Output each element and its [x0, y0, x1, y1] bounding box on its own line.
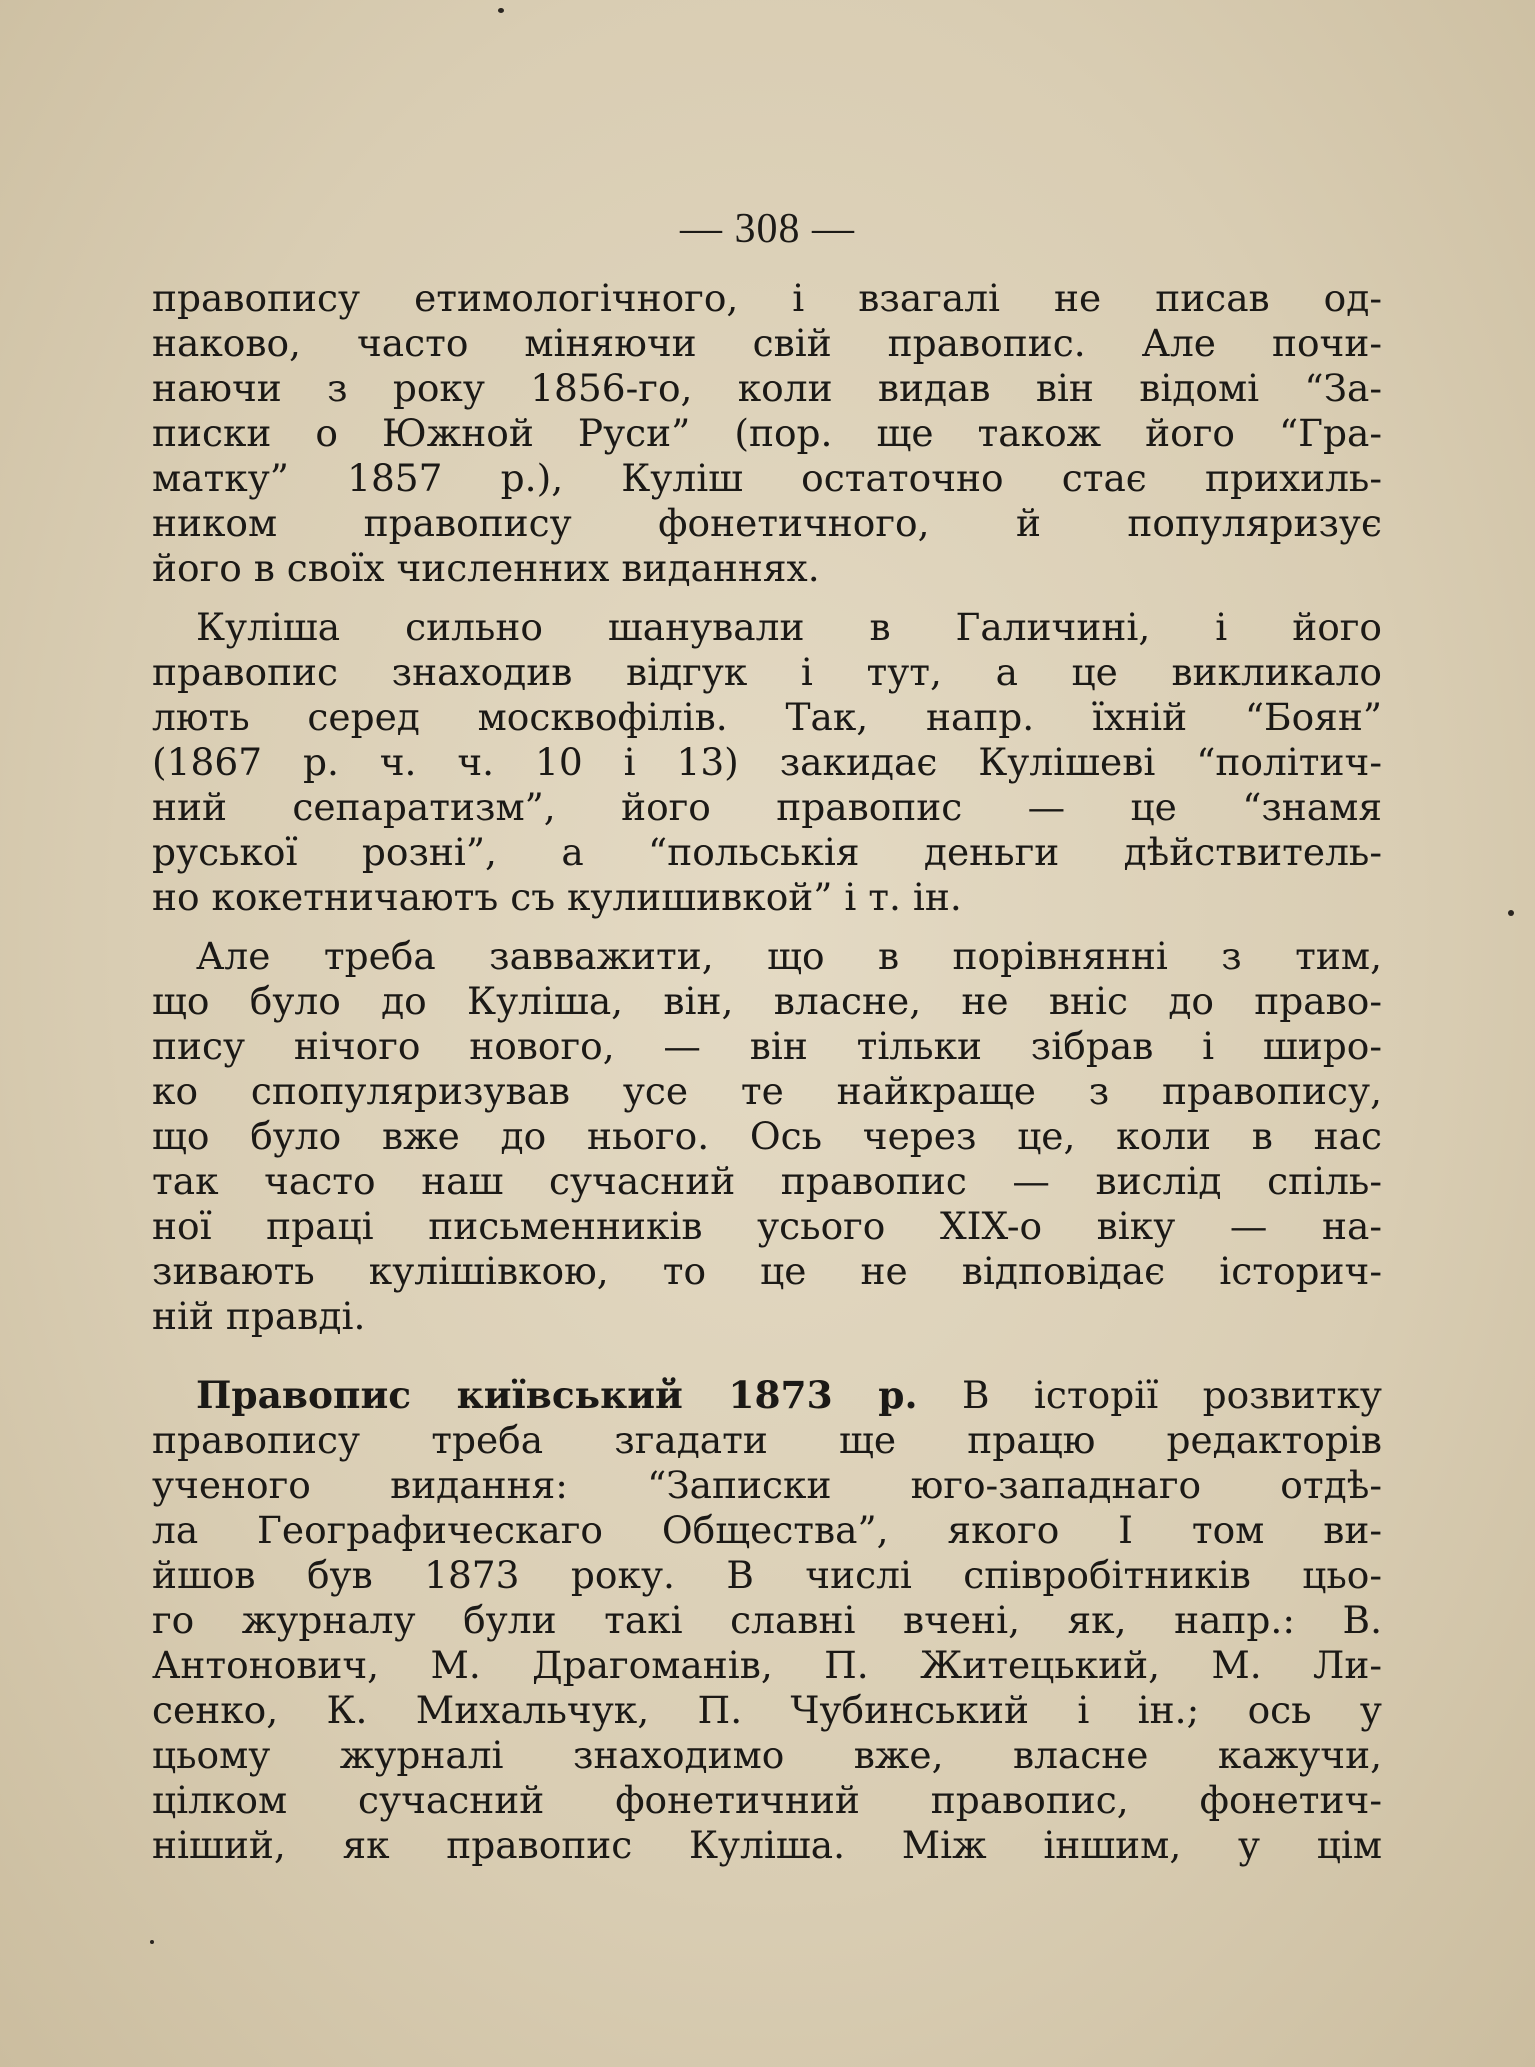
text-line: ла Географическаго Общества”, якого І том ви- [152, 1508, 1382, 1552]
page-number: — 308 — [680, 206, 855, 252]
paragraph [152, 934, 1382, 1339]
text-line: (1867 р. ч. ч. 10 і 13) закидає Кулішеві “політич- [152, 740, 1382, 784]
text-line: Але треба завважити, що в порівнянні з тим, [196, 934, 1382, 978]
text-line: наково, часто міняючи свій правопис. Але почи- [152, 321, 1382, 365]
ink-speck [498, 8, 504, 13]
text-line: його в своїх численних виданнях. [152, 546, 820, 590]
ink-speck [150, 1940, 154, 1944]
text-line: правопису треба згадати ще працю редакторів [152, 1418, 1382, 1462]
text-line: сенко, К. Михальчук, П. Чубинський і ін.; ось у [152, 1688, 1382, 1732]
text-line: зивають кулішівкою, то це не відповідає історич- [152, 1249, 1382, 1293]
text-line: ко спопуляризував усе те найкраще з правопису, [152, 1069, 1382, 1113]
text-line: ної праці письменників усього XIX-о віку — на- [152, 1204, 1382, 1248]
paragraph [152, 1373, 1382, 1868]
text-line: Антонович, М. Драгоманів, П. Житецький, М. Ли- [152, 1643, 1382, 1687]
text-line: но кокетничаютъ съ кулишивкой” і т. ін. [152, 875, 962, 919]
text-line: лють серед москвофілів. Так, напр. їхній “Боян” [152, 695, 1382, 739]
text-line: писки о Южной Руси” (пор. ще також його “Гра- [152, 411, 1382, 455]
text-line: йшов був 1873 року. В числі співробітників цьо- [152, 1553, 1382, 1597]
heading-continuation: В історії розвитку [961, 1373, 1382, 1417]
text-line [152, 1373, 1382, 1418]
text-line: ником правопису фонетичного, й популяризує [152, 501, 1382, 545]
text-line: ний сепаратизм”, його правопис — це “знамя [152, 785, 1382, 829]
paragraph [152, 605, 1382, 920]
text-line: цілком сучасний фонетичний правопис, фонетич- [152, 1778, 1382, 1822]
text-line: що було вже до нього. Ось через це, коли в нас [152, 1114, 1382, 1158]
section-heading: Правопис київський 1873 р. [196, 1373, 918, 1417]
text-line: правопис знаходив відгук і тут, а це викликало [152, 650, 1382, 694]
text-line: матку” 1857 р.), Куліш остаточно стає прихиль- [152, 456, 1382, 500]
text-line: цьому журналі знаходимо вже, власне кажучи, [152, 1733, 1382, 1777]
ink-speck [1508, 910, 1514, 916]
text-line: руської розні”, а “польськія деньги дѣйствитель- [152, 830, 1382, 874]
text-line: го журналу були такі славні вчені, як, напр.: В. [152, 1598, 1382, 1642]
text-line: пису нічого нового, — він тільки зібрав і широ- [152, 1024, 1382, 1068]
paragraph [152, 276, 1382, 591]
text-line: так часто наш сучасний правопис — вислід спіль- [152, 1159, 1382, 1203]
body-text [152, 276, 1382, 1868]
text-line: правопису етимологічного, і взагалі не писав од- [152, 276, 1382, 320]
text-line: ученого видання: “Записки юго-западнаго отдѣ- [152, 1463, 1382, 1507]
text-line: наючи з року 1856-го, коли видав він відомі “За- [152, 366, 1382, 410]
text-line: ній правді. [152, 1294, 366, 1338]
text-line: Куліша сильно шанували в Галичині, і його [196, 605, 1382, 649]
text-line: що було до Куліша, він, власне, не вніс до право- [152, 979, 1382, 1023]
text-line: ніший, як правопис Куліша. Між іншим, у цім [152, 1823, 1382, 1867]
